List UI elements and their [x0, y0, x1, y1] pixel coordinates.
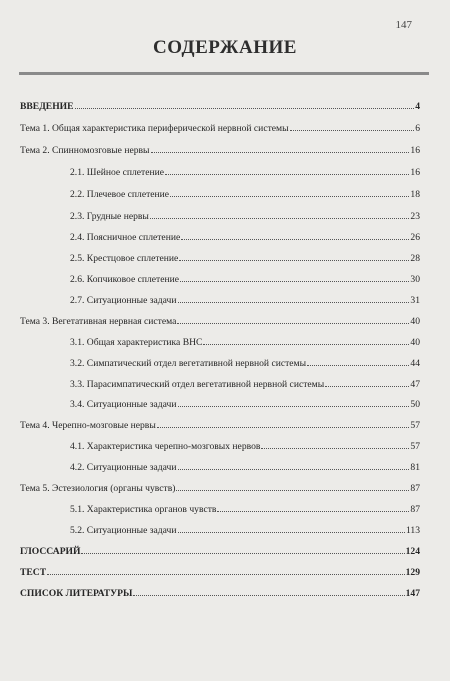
toc-leader-dots — [157, 418, 410, 428]
toc-leader-dots — [217, 502, 409, 512]
toc-entry-references — [20, 586, 420, 600]
toc-entry-text: Тема 1. Общая характеристика периферической нервной системы — [20, 123, 289, 134]
toc-leader-dots — [203, 335, 409, 345]
toc-leader-dots — [325, 377, 409, 387]
toc-leader-dots — [75, 99, 415, 109]
toc-entry-text: 2.5. Крестцовое сплетение — [70, 253, 179, 264]
toc-entry-text: 2.7. Ситуационные задачи — [70, 295, 177, 306]
toc-entry-page: 16 — [410, 145, 420, 156]
toc-leader-dots — [178, 397, 410, 407]
toc-leader-dots — [290, 121, 415, 131]
toc-leader-dots — [307, 356, 409, 366]
toc-entry-page: 87 — [410, 483, 420, 494]
toc-entry-page: 16 — [410, 167, 420, 178]
toc-entry-page: 28 — [410, 253, 420, 264]
toc-entry-3-4 — [70, 397, 420, 411]
toc-entry-topic-5 — [20, 481, 420, 495]
toc-entry-page: 113 — [405, 525, 420, 536]
toc-entry-topic-1 — [20, 121, 420, 135]
toc-entry-3-3 — [70, 377, 420, 391]
toc-entry-2-6 — [70, 272, 420, 286]
toc-entry-introduction — [20, 99, 420, 113]
toc-entry-text: 2.6. Копчиковое сплетение — [70, 274, 180, 285]
toc-leader-dots — [47, 565, 404, 575]
toc-leader-dots — [177, 314, 409, 324]
toc-entry-text: 3.3. Парасимпатический отдел вегетативной нервной системы — [70, 379, 325, 390]
toc-entry-2-3 — [70, 209, 420, 223]
toc-entry-3-1 — [70, 335, 420, 349]
toc-leader-dots — [81, 544, 404, 554]
toc-entry-2-1 — [70, 165, 420, 179]
toc-entry-page: 4 — [415, 101, 420, 112]
toc-entry-text: ГЛОССАРИЙ — [20, 546, 81, 557]
toc-entry-page: 6 — [415, 123, 420, 134]
toc-entry-text: 2.1. Шейное сплетение — [70, 167, 164, 178]
toc-entry-text: 2.2. Плечевое сплетение — [70, 189, 170, 200]
toc-leader-dots — [178, 460, 410, 470]
toc-entry-page: 23 — [410, 211, 420, 222]
toc-leader-dots — [178, 293, 410, 303]
toc-entry-text: 4.1. Характеристика черепно-мозговых нервов — [70, 441, 261, 452]
toc-entry-topic-3 — [20, 314, 420, 328]
toc-entry-text: Тема 4. Черепно-мозговые нервы — [20, 420, 156, 431]
toc-leader-dots — [180, 272, 409, 282]
toc-entry-topic-2 — [20, 143, 420, 157]
toc-entry-text: 3.1. Общая характеристика ВНС — [70, 337, 203, 348]
toc-entry-text: 5.1. Характеристика органов чувств — [70, 504, 217, 515]
toc-entry-text: Тема 2. Спинномозговые нервы — [20, 145, 150, 156]
toc-entry-text: 3.4. Ситуационные задачи — [70, 399, 177, 410]
toc-entry-text: 4.2. Ситуационные задачи — [70, 462, 177, 473]
page-number: 147 — [395, 19, 412, 31]
toc-entry-text: Тема 3. Вегетативная нервная система — [20, 316, 177, 327]
toc-entry-test — [20, 565, 420, 579]
toc-entry-page: 129 — [405, 567, 420, 578]
toc-leader-dots — [176, 481, 409, 491]
page-title: СОДЕРЖАНИЕ — [153, 37, 297, 58]
toc-leader-dots — [170, 187, 409, 197]
toc-entry-text: ВВЕДЕНИЕ — [20, 101, 74, 112]
toc-entry-page: 26 — [410, 232, 420, 243]
toc-entry-glossary — [20, 544, 420, 558]
toc-entry-page: 40 — [410, 316, 420, 327]
toc-leader-dots — [261, 439, 409, 449]
toc-leader-dots — [178, 523, 405, 533]
toc-entry-page: 57 — [410, 420, 420, 431]
toc-entry-page: 57 — [410, 441, 420, 452]
toc-entry-text: СПИСОК ЛИТЕРАТУРЫ — [20, 588, 133, 599]
toc-leader-dots — [165, 165, 409, 175]
toc-entry-page: 87 — [410, 504, 420, 515]
toc-entry-page: 147 — [405, 588, 420, 599]
toc-entry-text: 5.2. Ситуационные задачи — [70, 525, 177, 536]
toc-entry-2-5 — [70, 251, 420, 265]
toc-leader-dots — [179, 251, 409, 261]
toc-entry-5-2 — [70, 523, 420, 537]
toc-entry-text: Тема 5. Эстезиология (органы чувств) — [20, 483, 176, 494]
toc-entry-2-7 — [70, 293, 420, 307]
toc-entry-text: ТЕСТ — [20, 567, 47, 578]
toc-leader-dots — [133, 586, 404, 596]
toc-entry-topic-4 — [20, 418, 420, 432]
toc-entry-4-2 — [70, 460, 420, 474]
toc-entry-page: 40 — [410, 337, 420, 348]
toc-leader-dots — [181, 230, 409, 240]
title-underline — [19, 72, 429, 75]
toc-entry-3-2 — [70, 356, 420, 370]
toc-entry-2-2 — [70, 187, 420, 201]
toc-entry-page: 18 — [410, 189, 420, 200]
toc-entry-5-1 — [70, 502, 420, 516]
toc-leader-dots — [151, 143, 410, 153]
toc-leader-dots — [150, 209, 410, 219]
toc-entry-page: 81 — [410, 462, 420, 473]
toc-entry-page: 44 — [410, 358, 420, 369]
toc-entry-text: 2.3. Грудные нервы — [70, 211, 149, 222]
toc-entry-2-4 — [70, 230, 420, 244]
toc-entry-4-1 — [70, 439, 420, 453]
toc-entry-page: 31 — [410, 295, 420, 306]
toc-entry-text: 2.4. Поясничное сплетение — [70, 232, 181, 243]
toc-entry-text: 3.2. Симпатический отдел вегетативной нервной системы — [70, 358, 307, 369]
toc-entry-page: 30 — [410, 274, 420, 285]
toc-entry-page: 50 — [410, 399, 420, 410]
toc-entry-page: 47 — [410, 379, 420, 390]
toc-entry-page: 124 — [405, 546, 420, 557]
